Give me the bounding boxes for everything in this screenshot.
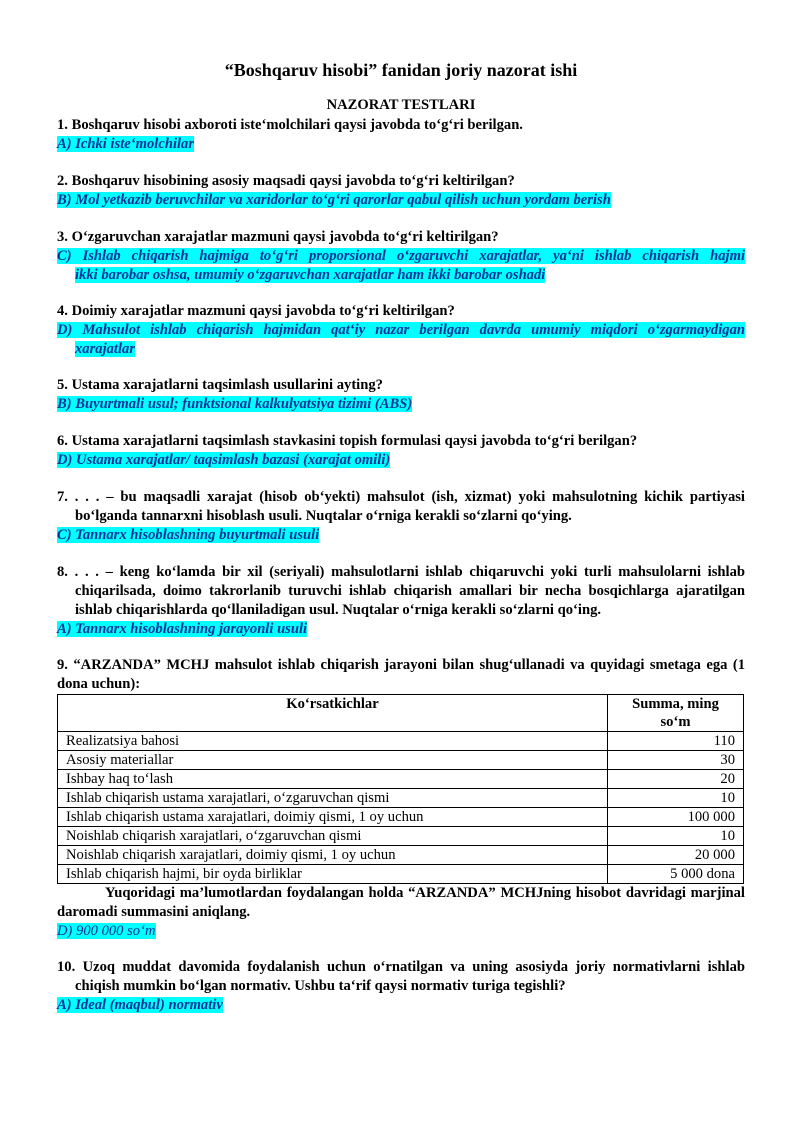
question-8 [57, 563, 745, 639]
answer-text: C) Tannarx hisoblashning buyurtmali usuli [57, 527, 320, 543]
table-row [58, 789, 744, 808]
question-2 [57, 172, 745, 210]
question-text: 2. Boshqaruv hisobining asosiy maqsadi qaysi javobda to‘g‘ri keltirilgan? [57, 173, 515, 189]
answer-text-line-1: D) Mahsulot ishlab chiqarish hajmidan qat‘iy nazar berilgan davrda umumiy miqdori o‘zgarmaydigan [57, 322, 745, 338]
table-header-indicators: Ko‘rsatkichlar [58, 695, 608, 732]
table-row [58, 732, 744, 751]
question-text: 6. Ustama xarajatlarni taqsimlash stavkasini topish formulasi qaysi javobda to‘g‘ri berilgan? [57, 433, 638, 449]
table-cell-amount: 110 [608, 732, 744, 751]
answer-text-line-2: xarajatlar [75, 341, 136, 357]
question-6 [57, 432, 745, 470]
question-text: 7. . . . – bu maqsadli xarajat (hisob ob‘yekti) mahsulot (ish, xizmat) yoki mahsulotning kichik partiyasi bo‘lganda tannarxni hisoblash usuli. Nuqtalar o‘rniga kerakli so‘zlarni qo‘ying. [57, 489, 745, 524]
question-text: 8. . . . – keng ko‘lamda bir xil (seriyali) mahsulotlarni ishlab chiqaruvchi yoki turli mahsulolarni ishlab chiqarilsada, doimo takrorlanib turuvchi ishlab chiqarish amallari bir necha bosqichlarga ajaratilgan ishlab chiqarishlarda qo‘llaniladigan usul. Nuqtalar o‘rniga kerakli so‘zlarni qo‘ing. [57, 564, 745, 618]
answer-text: D) Ustama xarajatlar/ taqsimlash bazasi (xarajat omili) [57, 452, 391, 468]
section-title: NAZORAT TESTLARI [326, 97, 476, 113]
table-body [58, 732, 744, 884]
table-cell-indicator: Asosiy materiallar [58, 751, 608, 770]
table-row [58, 808, 744, 827]
answer-text-line-2: ikki barobar oshsa, umumiy o‘zgaruvchan xarajatlar ham ikki barobar oshadi [75, 267, 546, 283]
question-text: 3. O‘zgaruvchan xarajatlar mazmuni qaysi javobda to‘g‘ri keltirilgan? [57, 229, 499, 245]
answer-text: A) Ideal (maqbul) normativ [57, 997, 223, 1013]
question-10 [57, 958, 745, 1015]
table-header-amount: Summa, ming so‘m [608, 695, 744, 732]
table-row [58, 865, 744, 884]
table-row [58, 770, 744, 789]
question-3 [57, 228, 745, 285]
table-cell-amount: 20 [608, 770, 744, 789]
question-4 [57, 302, 745, 359]
table-cell-indicator: Noishlab chiqarish xarajatlari, o‘zgaruvchan qismi [58, 827, 608, 846]
table-header-row [58, 695, 744, 732]
table-row [58, 846, 744, 865]
table-cell-amount: 100 000 [608, 808, 744, 827]
table-row [58, 827, 744, 846]
table-row [58, 751, 744, 770]
answer-text: A) Ichki iste‘molchilar [57, 136, 195, 152]
answer-text: D) 900 000 so‘m [57, 923, 156, 939]
question-text: 5. Ustama xarajatlarni taqsimlash usullarini ayting? [57, 377, 383, 393]
question-text: 9. “ARZANDA” MCHJ mahsulot ishlab chiqarish jarayoni bilan shug‘ullanadi va quyidagi smetaga ega (1 dona uchun): [57, 657, 745, 692]
table-cell-indicator: Ishlab chiqarish ustama xarajatlari, doimiy qismi, 1 oy uchun [58, 808, 608, 827]
question-followup-text: Yuqoridagi ma’lumotlardan foydalangan holda “ARZANDA” MCHJning hisobot davridagi marjinal daromadi summasini aniqlang. [57, 885, 745, 920]
table-cell-amount: 10 [608, 789, 744, 808]
table-cell-indicator: Noishlab chiqarish xarajatlari, doimiy qismi, 1 oy uchun [58, 846, 608, 865]
question-5 [57, 376, 745, 414]
answer-text: B) Buyurtmali usul; funktsional kalkulyatsiya tizimi (ABS) [57, 396, 413, 412]
question-text: 10. Uzoq muddat davomida foydalanish uchun o‘rnatilgan va uning asosiyda joriy normativlarni ishlab chiqish mumkin bo‘lgan normativ. Ushbu ta‘rif qaysi normativ turiga tegishli? [57, 959, 745, 994]
answer-text-line-1: C) Ishlab chiqarish hajmiga to‘g‘ri proporsional o‘zgaruvchi xarajatlar, ya‘ni ishlab chiqarish hajmi [57, 248, 745, 264]
table-cell-indicator: Ishlab chiqarish hajmi, bir oyda birliklar [58, 865, 608, 884]
question-7 [57, 488, 745, 545]
table-cell-amount: 5 000 dona [608, 865, 744, 884]
table-cell-amount: 20 000 [608, 846, 744, 865]
document-title: “Boshqaruv hisobi” fanidan joriy nazorat ishi [224, 60, 578, 80]
answer-text: B) Mol yetkazib beruvchilar va xaridorlar to‘g‘ri qarorlar qabul qilish uchun yordam berish [57, 192, 611, 208]
table-cell-indicator: Realizatsiya bahosi [58, 732, 608, 751]
table-cell-indicator: Ishlab chiqarish ustama xarajatlari, o‘zgaruvchan qismi [58, 789, 608, 808]
table-cell-amount: 10 [608, 827, 744, 846]
table-cell-amount: 30 [608, 751, 744, 770]
question-text: 1. Boshqaruv hisobi axboroti iste‘molchilari qaysi javobda to‘g‘ri berilgan. [57, 117, 523, 133]
question-9 [57, 656, 745, 941]
cost-estimate-table [57, 694, 744, 884]
answer-text: A) Tannarx hisoblashning jarayonli usuli [57, 621, 308, 637]
question-1 [57, 116, 745, 154]
table-cell-indicator: Ishbay haq to‘lash [58, 770, 608, 789]
question-text: 4. Doimiy xarajatlar mazmuni qaysi javobda to‘g‘ri keltirilgan? [57, 303, 455, 319]
